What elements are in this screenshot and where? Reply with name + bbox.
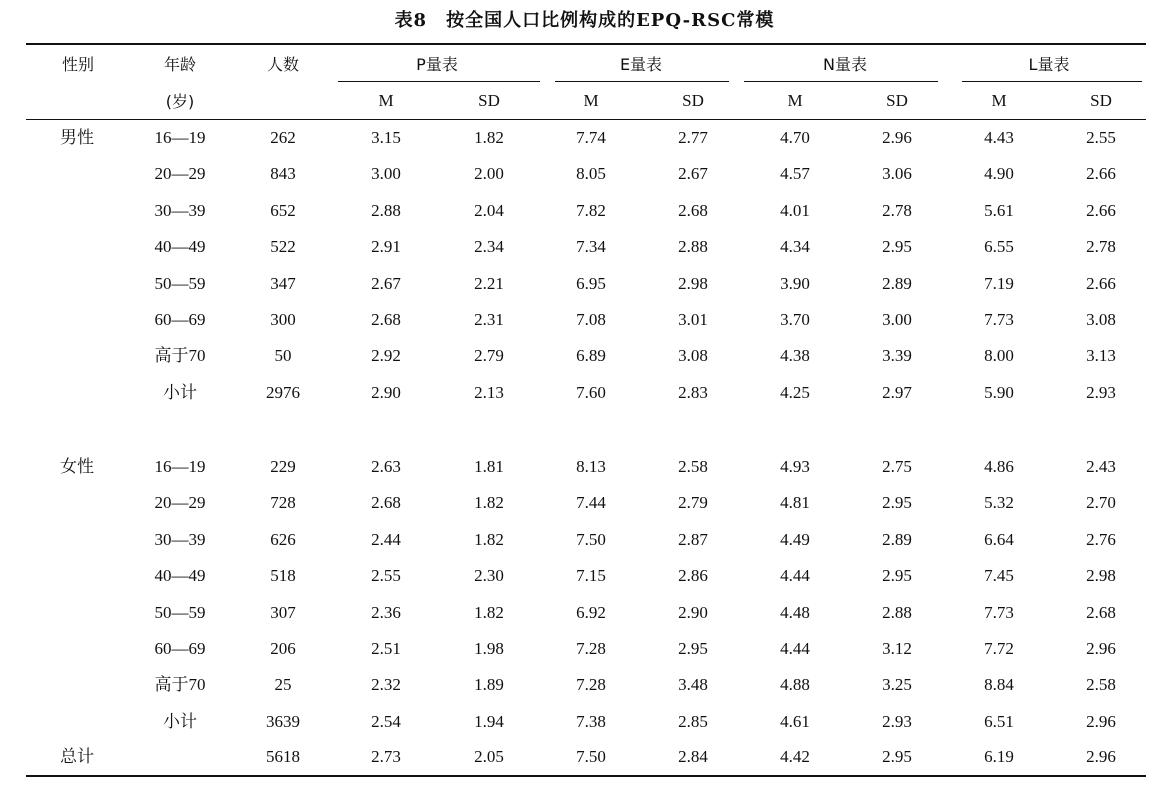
value-cell: 2.96 (1086, 711, 1116, 731)
age-cell: 30—39 (154, 529, 206, 549)
value-cell: 7.15 (576, 566, 606, 586)
age-cell: 16—19 (154, 457, 206, 476)
value-cell: 2.95 (882, 237, 912, 257)
value-cell: 2.83 (678, 382, 708, 402)
value-cell: 2.96 (882, 128, 912, 147)
count-cell: 843 (270, 164, 296, 184)
total-value-cell: 2.95 (882, 747, 912, 766)
value-cell: 2.98 (1086, 566, 1116, 586)
count-cell: 652 (270, 200, 296, 220)
value-cell: 6.89 (576, 346, 606, 366)
age-cell: 高于70 (154, 675, 206, 695)
value-cell: 3.70 (780, 310, 810, 329)
value-cell: 4.25 (780, 382, 810, 402)
value-cell: 2.95 (678, 639, 708, 658)
value-cell: 2.00 (474, 164, 504, 184)
value-cell: 7.74 (576, 128, 606, 147)
value-cell: 2.87 (678, 529, 708, 549)
value-cell: 2.98 (678, 273, 708, 293)
value-cell: 2.58 (678, 457, 708, 476)
value-cell: 2.68 (371, 493, 401, 513)
value-cell: 4.81 (780, 493, 810, 513)
total-label: 总计 (60, 747, 94, 767)
value-cell: 3.39 (882, 346, 912, 366)
age-cell: 30—39 (154, 200, 206, 220)
total-value-cell: 7.50 (576, 747, 606, 766)
value-cell: 4.38 (780, 346, 810, 366)
total-value-cell: 4.42 (780, 747, 810, 766)
age-cell: 40—49 (154, 566, 206, 586)
gender-label: 女性 (60, 457, 94, 477)
value-cell: 2.77 (678, 128, 708, 147)
header-group-e: E量表 (619, 55, 663, 74)
value-cell: 3.06 (882, 164, 912, 184)
header-bottom-rule (26, 119, 1146, 120)
header-age-unit: (岁) (165, 92, 195, 111)
value-cell: 4.70 (780, 128, 810, 147)
value-cell: 3.08 (678, 346, 708, 366)
count-cell: 50 (274, 346, 292, 366)
count-cell: 347 (270, 273, 296, 293)
value-cell: 6.55 (984, 237, 1014, 257)
value-cell: 1.89 (474, 675, 504, 695)
value-cell: 4.34 (780, 237, 810, 257)
count-cell: 522 (270, 237, 296, 257)
count-cell: 3639 (266, 711, 300, 731)
age-cell: 小计 (163, 711, 197, 731)
value-cell: 4.57 (780, 164, 810, 184)
count-cell: 25 (274, 675, 292, 695)
count-cell: 2976 (266, 382, 300, 402)
subheader-m: M (378, 91, 394, 110)
value-cell: 7.82 (576, 200, 606, 220)
age-cell: 50—59 (154, 602, 206, 622)
count-cell: 229 (270, 457, 296, 476)
total-value-cell: 2.73 (371, 747, 401, 766)
value-cell: 1.82 (474, 493, 504, 513)
value-cell: 2.68 (371, 310, 401, 329)
top-rule (26, 43, 1146, 45)
bottom-rule (26, 775, 1146, 777)
value-cell: 7.73 (984, 310, 1014, 329)
header-group-n: N量表 (823, 55, 867, 74)
value-cell: 2.66 (1086, 164, 1116, 184)
value-cell: 8.00 (984, 346, 1014, 366)
value-cell: 4.44 (780, 639, 810, 658)
value-cell: 4.86 (984, 457, 1014, 476)
value-cell: 8.13 (576, 457, 606, 476)
value-cell: 2.89 (882, 273, 912, 293)
value-cell: 7.50 (576, 529, 606, 549)
total-value-cell: 2.05 (474, 747, 504, 766)
value-cell: 2.44 (371, 529, 401, 549)
value-cell: 5.32 (984, 493, 1014, 513)
value-cell: 2.85 (678, 711, 708, 731)
value-cell: 7.08 (576, 310, 606, 329)
value-cell: 4.90 (984, 164, 1014, 184)
value-cell: 7.73 (984, 602, 1014, 622)
value-cell: 2.86 (678, 566, 708, 586)
value-cell: 7.72 (984, 639, 1014, 658)
age-cell: 16—19 (154, 128, 206, 147)
value-cell: 2.63 (371, 457, 401, 476)
group-rule-e (555, 81, 729, 82)
count-cell: 300 (270, 310, 296, 329)
value-cell: 2.21 (474, 273, 504, 293)
value-cell: 2.68 (1086, 602, 1116, 622)
value-cell: 2.66 (1086, 200, 1116, 220)
gender-label: 男性 (60, 128, 94, 148)
value-cell: 1.82 (474, 529, 504, 549)
value-cell: 3.00 (371, 164, 401, 184)
age-cell: 20—29 (154, 164, 206, 184)
age-cell: 60—69 (154, 639, 206, 658)
value-cell: 2.88 (678, 237, 708, 257)
value-cell: 4.43 (984, 128, 1014, 147)
value-cell: 2.13 (474, 382, 504, 402)
value-cell: 7.38 (576, 711, 606, 731)
value-cell: 2.58 (1086, 675, 1116, 695)
value-cell: 2.76 (1086, 529, 1116, 549)
value-cell: 4.48 (780, 602, 810, 622)
value-cell: 7.28 (576, 675, 606, 695)
value-cell: 3.90 (780, 273, 810, 293)
group-rule-n (744, 81, 938, 82)
value-cell: 2.32 (371, 675, 401, 695)
count-cell: 728 (270, 493, 296, 513)
value-cell: 5.90 (984, 382, 1014, 402)
value-cell: 2.34 (474, 237, 504, 257)
count-cell: 518 (270, 566, 296, 586)
value-cell: 1.94 (474, 711, 504, 731)
value-cell: 3.15 (371, 128, 401, 147)
value-cell: 1.82 (474, 602, 504, 622)
value-cell: 4.93 (780, 457, 810, 476)
value-cell: 2.91 (371, 237, 401, 257)
total-count-cell: 5618 (266, 747, 300, 766)
value-cell: 2.92 (371, 346, 401, 366)
total-value-cell: 2.84 (678, 747, 708, 766)
subheader-sd: SD (1090, 91, 1112, 110)
header-count: 人数 (266, 55, 300, 74)
value-cell: 3.12 (882, 639, 912, 658)
value-cell: 8.05 (576, 164, 606, 184)
value-cell: 2.67 (678, 164, 708, 184)
value-cell: 1.82 (474, 128, 504, 147)
value-cell: 3.00 (882, 310, 912, 329)
value-cell: 2.67 (371, 273, 401, 293)
header-gender: 性别 (61, 55, 95, 74)
value-cell: 2.88 (371, 200, 401, 220)
table-title: 表8 按全国人口比例构成的EPQ-RSC常模 (394, 10, 775, 31)
total-value-cell: 2.96 (1086, 747, 1116, 766)
value-cell: 2.75 (882, 457, 912, 476)
value-cell: 3.13 (1086, 346, 1116, 366)
value-cell: 2.70 (1086, 493, 1116, 513)
count-cell: 626 (270, 529, 296, 549)
value-cell: 2.95 (882, 493, 912, 513)
value-cell: 4.49 (780, 529, 810, 549)
header-group-p: P量表 (416, 55, 458, 74)
count-cell: 262 (270, 128, 296, 147)
age-cell: 60—69 (154, 310, 206, 329)
group-rule-p (338, 81, 540, 82)
age-cell: 50—59 (154, 273, 206, 293)
value-cell: 2.78 (882, 200, 912, 220)
value-cell: 4.44 (780, 566, 810, 586)
header-group-l: L量表 (1028, 55, 1070, 74)
value-cell: 6.92 (576, 602, 606, 622)
value-cell: 2.54 (371, 711, 401, 731)
value-cell: 2.55 (371, 566, 401, 586)
header-age: 年龄 (163, 55, 197, 74)
age-cell: 高于70 (154, 346, 206, 366)
value-cell: 2.66 (1086, 273, 1116, 293)
value-cell: 2.51 (371, 639, 401, 658)
value-cell: 4.61 (780, 711, 810, 731)
value-cell: 3.08 (1086, 310, 1116, 329)
subheader-sd: SD (478, 91, 500, 110)
value-cell: 5.61 (984, 200, 1014, 220)
subheader-sd: SD (682, 91, 704, 110)
value-cell: 8.84 (984, 675, 1014, 695)
value-cell: 3.25 (882, 675, 912, 695)
value-cell: 2.88 (882, 602, 912, 622)
value-cell: 7.34 (576, 237, 606, 257)
value-cell: 2.97 (882, 382, 912, 402)
value-cell: 2.36 (371, 602, 401, 622)
value-cell: 2.93 (882, 711, 912, 731)
group-rule-l (962, 81, 1142, 82)
subheader-m: M (787, 91, 803, 110)
subheader-m: M (583, 91, 599, 110)
value-cell: 6.95 (576, 273, 606, 293)
value-cell: 6.51 (984, 711, 1014, 731)
value-cell: 2.68 (678, 200, 708, 220)
value-cell: 2.96 (1086, 639, 1116, 658)
value-cell: 7.28 (576, 639, 606, 658)
value-cell: 7.60 (576, 382, 606, 402)
count-cell: 307 (270, 602, 296, 622)
value-cell: 7.44 (576, 493, 606, 513)
subheader-m: M (991, 91, 1007, 110)
value-cell: 7.19 (984, 273, 1014, 293)
value-cell: 6.64 (984, 529, 1014, 549)
value-cell: 2.78 (1086, 237, 1116, 257)
value-cell: 3.48 (678, 675, 708, 695)
value-cell: 1.98 (474, 639, 504, 658)
value-cell: 2.30 (474, 566, 504, 586)
value-cell: 2.95 (882, 566, 912, 586)
value-cell: 2.90 (371, 382, 401, 402)
age-cell: 20—29 (154, 493, 206, 513)
count-cell: 206 (270, 639, 296, 658)
value-cell: 2.89 (882, 529, 912, 549)
age-cell: 小计 (163, 382, 197, 402)
value-cell: 2.90 (678, 602, 708, 622)
value-cell: 2.79 (678, 493, 708, 513)
subheader-sd: SD (886, 91, 908, 110)
value-cell: 2.93 (1086, 382, 1116, 402)
value-cell: 1.81 (474, 457, 504, 476)
value-cell: 2.79 (474, 346, 504, 366)
value-cell: 2.04 (474, 200, 504, 220)
value-cell: 3.01 (678, 310, 708, 329)
age-cell: 40—49 (154, 237, 206, 257)
total-value-cell: 6.19 (984, 747, 1014, 766)
value-cell: 4.01 (780, 200, 810, 220)
value-cell: 2.55 (1086, 128, 1116, 147)
value-cell: 4.88 (780, 675, 810, 695)
value-cell: 7.45 (984, 566, 1014, 586)
value-cell: 2.43 (1086, 457, 1116, 476)
value-cell: 2.31 (474, 310, 504, 329)
